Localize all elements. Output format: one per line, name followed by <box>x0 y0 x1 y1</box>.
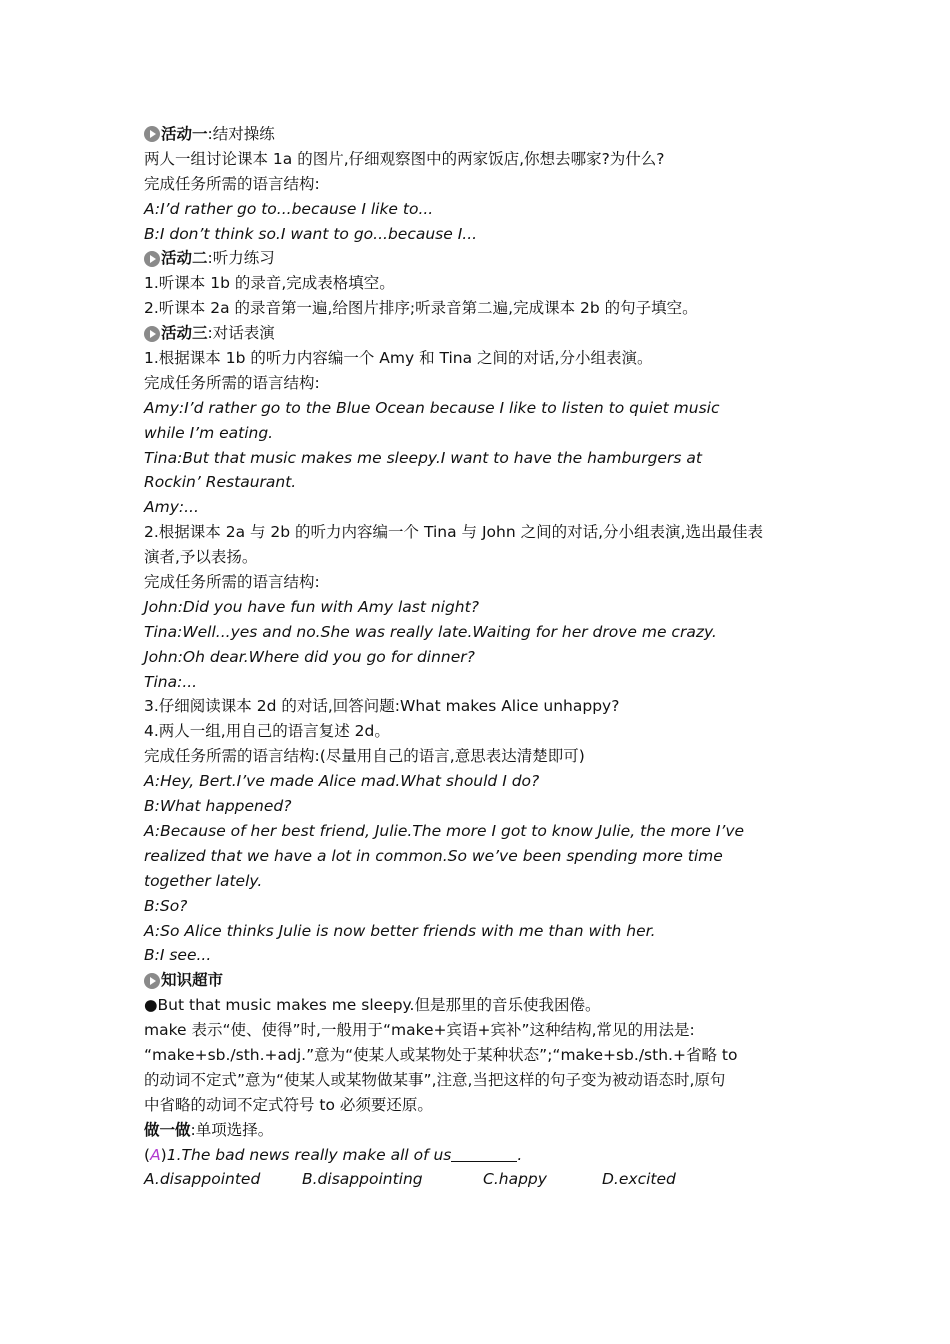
dialog-line: B:So? <box>144 896 188 915</box>
dialog-line: Tina:But that music makes me sleepy.I want to have the hamburgers at <box>144 448 702 467</box>
play-arrow-icon <box>144 326 160 342</box>
dialog-line: Amy:I’d rather go to the Blue Ocean because I like to listen to quiet music <box>144 398 720 417</box>
dialog-line: B:What happened? <box>144 797 292 816</box>
activity1-instruction: 两人一组讨论课本 1a 的图片,仔细观察图中的两家饭店,你想去哪家?为什么? <box>144 149 665 168</box>
play-arrow-icon <box>144 973 160 989</box>
dialog-line: Tina:... <box>144 672 198 691</box>
question-end: . <box>517 1145 523 1164</box>
structure-label: 完成任务所需的语言结构:(尽量用自己的语言,意思表达清楚即可) <box>144 747 585 766</box>
dialog-line: realized that we have a lot in common.So we’ve been spending more time <box>144 846 723 865</box>
activity2-title-rest: :听力练习 <box>207 249 275 268</box>
practice-title-rest: :单项选择。 <box>190 1120 274 1139</box>
structure-label: 完成任务所需的语言结构: <box>144 373 320 392</box>
dialog-line: A:I’d rather go to...because I like to... <box>144 199 434 218</box>
activity3-task4: 4.两人一组,用自己的语言复述 2d。 <box>144 722 390 741</box>
activity3-title: 活动三 <box>161 324 208 343</box>
practice-heading <box>144 1118 814 1143</box>
dialog-line: B:I see... <box>144 946 212 965</box>
answer-blank <box>451 1145 517 1162</box>
question-text: 1.The bad news really make all of us <box>166 1145 452 1164</box>
knowledge-title: 知识超市 <box>161 971 224 990</box>
document-page <box>144 122 814 1192</box>
play-arrow-icon <box>144 251 160 267</box>
practice-title: 做一做 <box>144 1120 191 1139</box>
dialog-line: while I’m eating. <box>144 423 274 442</box>
knowledge-explain: “make+sb./sth.+adj.”意为“使某人或某物处于某种状态”;“make+sb./sth.+省略 to <box>144 1045 738 1064</box>
dialog-line: Rockin’ Restaurant. <box>144 473 297 492</box>
structure-label: 完成任务所需的语言结构: <box>144 573 320 592</box>
question-options <box>144 1167 814 1192</box>
knowledge-point: ●But that music makes me sleepy.但是那里的音乐使我困倦。 <box>144 996 601 1015</box>
option-d: D.excited <box>602 1170 676 1189</box>
activity3-task2: 2.根据课本 2a 与 2b 的听力内容编一个 Tina 与 John 之间的对话,分小组表演,选出最佳表 <box>144 523 763 542</box>
activity2-heading <box>144 246 814 271</box>
dialog-line: John:Oh dear.Where did you go for dinner? <box>144 647 475 666</box>
structure-label: 完成任务所需的语言结构: <box>144 174 320 193</box>
option-b: B.disappointing <box>302 1170 423 1189</box>
dialog-line: A:Hey, Bert.I’ve made Alice mad.What should I do? <box>144 772 540 791</box>
dialog-line: Amy:... <box>144 498 199 517</box>
knowledge-explain: 的动词不定式”意为“使某人或某物做某事”,注意,当把这样的句子变为被动语态时,原句 <box>144 1070 726 1089</box>
dialog-line: Tina:Well...yes and no.She was really late.Waiting for her drove me crazy. <box>144 622 717 641</box>
activity2-title: 活动二 <box>161 249 208 268</box>
activity1-title: 活动一 <box>161 125 208 143</box>
activity3-heading <box>144 321 814 346</box>
activity2-item: 2.听课本 2a 的录音第一遍,给图片排序;听录音第二遍,完成课本 2b 的句子填空。 <box>144 299 698 318</box>
dialog-line: John:Did you have fun with Amy last night? <box>144 597 479 616</box>
knowledge-explain: 中省略的动词不定式符号 to 必须要还原。 <box>144 1095 433 1114</box>
activity3-task3: 3.仔细阅读课本 2d 的对话,回答问题:What makes Alice unhappy? <box>144 697 620 716</box>
question-stem: (A)1.The bad news really make all of us . <box>144 1145 523 1164</box>
option-a: A.disappointed <box>144 1170 261 1189</box>
knowledge-heading <box>144 968 814 993</box>
activity1-title-rest: :结对操练 <box>207 125 275 143</box>
option-c: C.happy <box>483 1170 547 1189</box>
activity3-task1: 1.根据课本 1b 的听力内容编一个 Amy 和 Tina 之间的对话,分小组表演。 <box>144 349 653 368</box>
dialog-line: A:Because of her best friend, Julie.The more I got to know Julie, the more I’ve <box>144 821 745 840</box>
activity3-task2-cont: 演者,予以表扬。 <box>144 548 258 567</box>
play-arrow-icon <box>144 126 160 142</box>
activity3-title-rest: :对话表演 <box>207 324 275 343</box>
dialog-line: together lately. <box>144 871 263 890</box>
question-answer: A <box>150 1145 161 1164</box>
dialog-line: B:I don’t think so.I want to go...because I... <box>144 224 478 243</box>
activity2-item: 1.听课本 1b 的录音,完成表格填空。 <box>144 274 395 293</box>
knowledge-explain: make 表示“使、使得”时,一般用于“make+宾语+宾补”这种结构,常见的用法是: <box>144 1021 695 1040</box>
activity1-heading <box>144 122 814 147</box>
dialog-line: A:So Alice thinks Julie is now better friends with me than with her. <box>144 921 656 940</box>
